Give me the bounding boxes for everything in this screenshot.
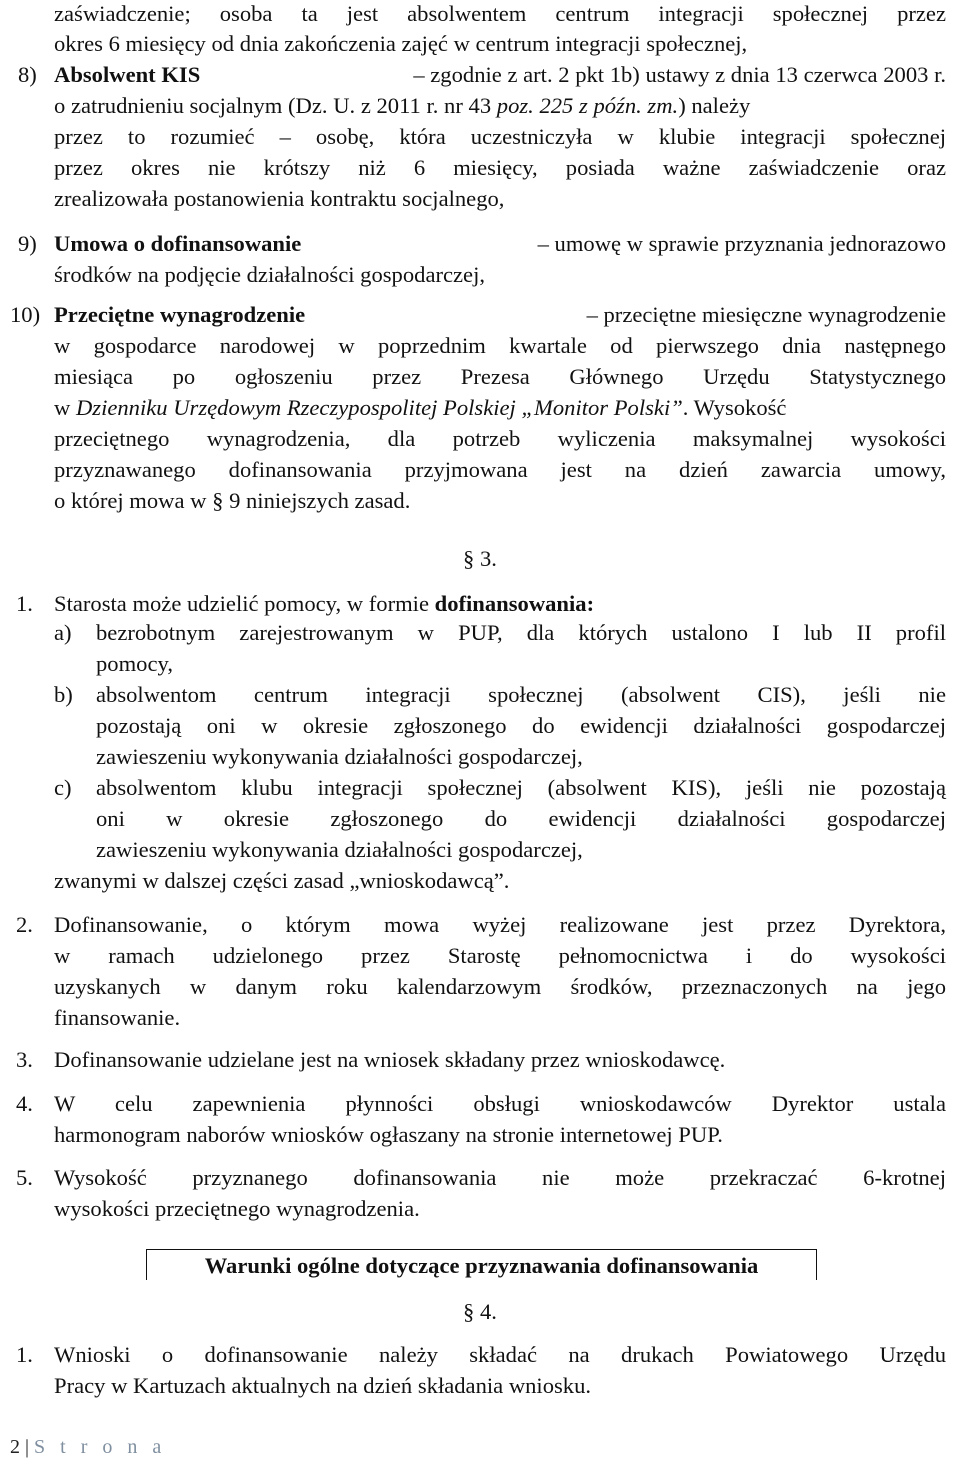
page-number: 2 — [10, 1436, 20, 1458]
s3-c-letter: c) — [54, 775, 72, 800]
def10-line-1 — [54, 301, 946, 329]
s3-p4-number: 4. — [16, 1091, 33, 1116]
s3-c-line-1: absolwentom klubu integracji społecznej (absolwent KIS), jeśli nie pozostają — [96, 775, 946, 800]
def10-line-4 — [54, 394, 786, 422]
def8-line-5: zrealizowała postanowienia kontraktu socjalnego, — [54, 186, 505, 211]
s4-p1-line-1: Wnioski o dofinansowanie należy składać na drukach Powiatowego Urzędu — [54, 1342, 946, 1367]
s3-p2-line-1: Dofinansowanie, o którym mowa wyżej realizowane jest przez Dyrektora, — [54, 912, 946, 937]
def10-line-5: przeciętnego wynagrodzenia, dla potrzeb wyliczenia maksymalnej wysokości — [54, 426, 946, 451]
s4-p1-line-2: Pracy w Kartuzach aktualnych na dzień składania wniosku. — [54, 1373, 592, 1398]
section-4-title: § 4. — [463, 1299, 497, 1324]
def9-number: 9) — [18, 231, 37, 256]
s3-b-line-3: zawieszeniu wykonywania działalności gospodarczej, — [96, 744, 583, 769]
s3-c-line-2: oni w okresie zgłoszonego do ewidencji działalności gospodarczej — [96, 806, 946, 831]
def8-line-1 — [54, 61, 946, 89]
def10-line-4-end: . Wysokość — [682, 395, 787, 420]
s3-b-line-2: pozostają oni w okresie zgłoszonego do ewidencji działalności gospodarczej — [96, 713, 946, 738]
s3-b-line-1: absolwentom centrum integracji społecznej (absolwent CIS), jeśli nie — [96, 682, 946, 707]
def10-number: 10) — [10, 302, 41, 327]
def8-line-1-rest: – zgodnie z art. 2 pkt 1b) ustawy z dnia 13 czerwca 2003 r. — [413, 62, 946, 87]
s3-p3-number: 3. — [16, 1047, 33, 1072]
def10-line-4-italic: Dzienniku Urzędowym Rzeczypospolitej Polskiej „Monitor Polski” — [75, 395, 683, 420]
footer-label: S t r o n a — [34, 1436, 167, 1458]
def8-line-2-italic: poz. 225 z późn. zm. — [496, 93, 679, 118]
def9-line-1 — [54, 230, 946, 258]
intro-line-1: zaświadczenie; osoba ta jest absolwentem centrum integracji społecznej przez — [54, 1, 946, 26]
def10-line-2: w gospodarce narodowej w poprzednim kwartale od pierwszego dnia następnego — [54, 333, 946, 358]
s3-p1-number: 1. — [16, 591, 33, 616]
s3-zwanymi-line: zwanymi w dalszej części zasad „wnioskodawcą”. — [54, 868, 510, 893]
s3-p5-line-1: Wysokość przyznanego dofinansowania nie może przekraczać 6-krotnej — [54, 1165, 946, 1190]
def8-line-4: przez okres nie krótszy niż 6 miesięcy, posiada ważne zaświadczenie oraz — [54, 155, 946, 180]
section-3-title: § 3. — [463, 546, 497, 571]
intro-line-2: okres 6 miesięcy od dnia zakończenia zajęć w centrum integracji społecznej, — [54, 31, 748, 56]
s3-p1-line — [54, 590, 594, 618]
s3-p2-line-4: finansowanie. — [54, 1005, 181, 1030]
def10-line-3: miesiąca po ogłoszeniu przez Prezesa Głównego Urzędu Statystycznego — [54, 364, 946, 389]
def9-line-2: środków na podjęcie działalności gospodarczej, — [54, 262, 486, 287]
def8-line-3: przez to rozumieć – osobę, która uczestniczyła w klubie integracji społecznej — [54, 124, 946, 149]
def10-line-7: o której mowa w § 9 niniejszych zasad. — [54, 488, 411, 513]
s3-p5-line-2: wysokości przeciętnego wynagrodzenia. — [54, 1196, 420, 1221]
def9-line-1-rest: – umowę w sprawie przyznania jednorazowo — [537, 231, 946, 256]
def10-line-1-rest: – przeciętne miesięczne wynagrodzenie — [586, 302, 946, 327]
s3-p1-text: Starosta może udzielić pomocy, w formie — [54, 591, 435, 616]
page-footer — [10, 1436, 166, 1459]
s3-p4-line-2: harmonogram naborów wniosków ogłaszany na stronie internetowej PUP. — [54, 1122, 723, 1147]
s3-p5-number: 5. — [16, 1165, 33, 1190]
def8-line-2-plain: o zatrudnieniu socjalnym (Dz. U. z 2011 r. nr 43 — [54, 93, 497, 118]
s3-b-letter: b) — [54, 682, 73, 707]
s3-p4-line-1: W celu zapewnienia płynności obsługi wnioskodawców Dyrektor ustala — [54, 1091, 946, 1116]
s3-p1-bold: dofinansowania: — [434, 591, 595, 616]
footer-separator: | — [20, 1436, 35, 1458]
def9-term: Umowa o dofinansowanie — [54, 231, 302, 256]
def8-number: 8) — [18, 62, 37, 87]
def10-term: Przeciętne wynagrodzenie — [54, 302, 306, 327]
def10-line-4-plain: w — [54, 395, 76, 420]
def8-line-2-end: ) należy — [678, 93, 751, 118]
s3-a-line-2: pomocy, — [96, 651, 173, 676]
s3-p2-number: 2. — [16, 912, 33, 937]
s3-c-line-3: zawieszeniu wykonywania działalności gospodarczej, — [96, 837, 583, 862]
s3-p2-line-3: uzyskanych w danym roku kalendarzowym środków, przeznaczonych na jego — [54, 974, 946, 999]
def10-line-6: przyznawanego dofinansowania przyjmowana jest na dzień zawarcia umowy, — [54, 457, 946, 482]
s3-a-line-1: bezrobotnym zarejestrowanym w PUP, dla których ustalono I lub II profil — [96, 620, 946, 645]
def8-line-2 — [54, 92, 750, 120]
s3-p2-line-2: w ramach udzielonego przez Starostę pełnomocnictwa i do wysokości — [54, 943, 946, 968]
s4-p1-number: 1. — [16, 1342, 33, 1367]
s3-p3-line-1: Dofinansowanie udzielane jest na wniosek składany przez wnioskodawcę. — [54, 1047, 726, 1072]
section-heading: Warunki ogólne dotyczące przyznawania dofinansowania — [146, 1249, 817, 1280]
s3-a-letter: a) — [54, 620, 72, 645]
def8-term: Absolwent KIS — [54, 62, 201, 87]
